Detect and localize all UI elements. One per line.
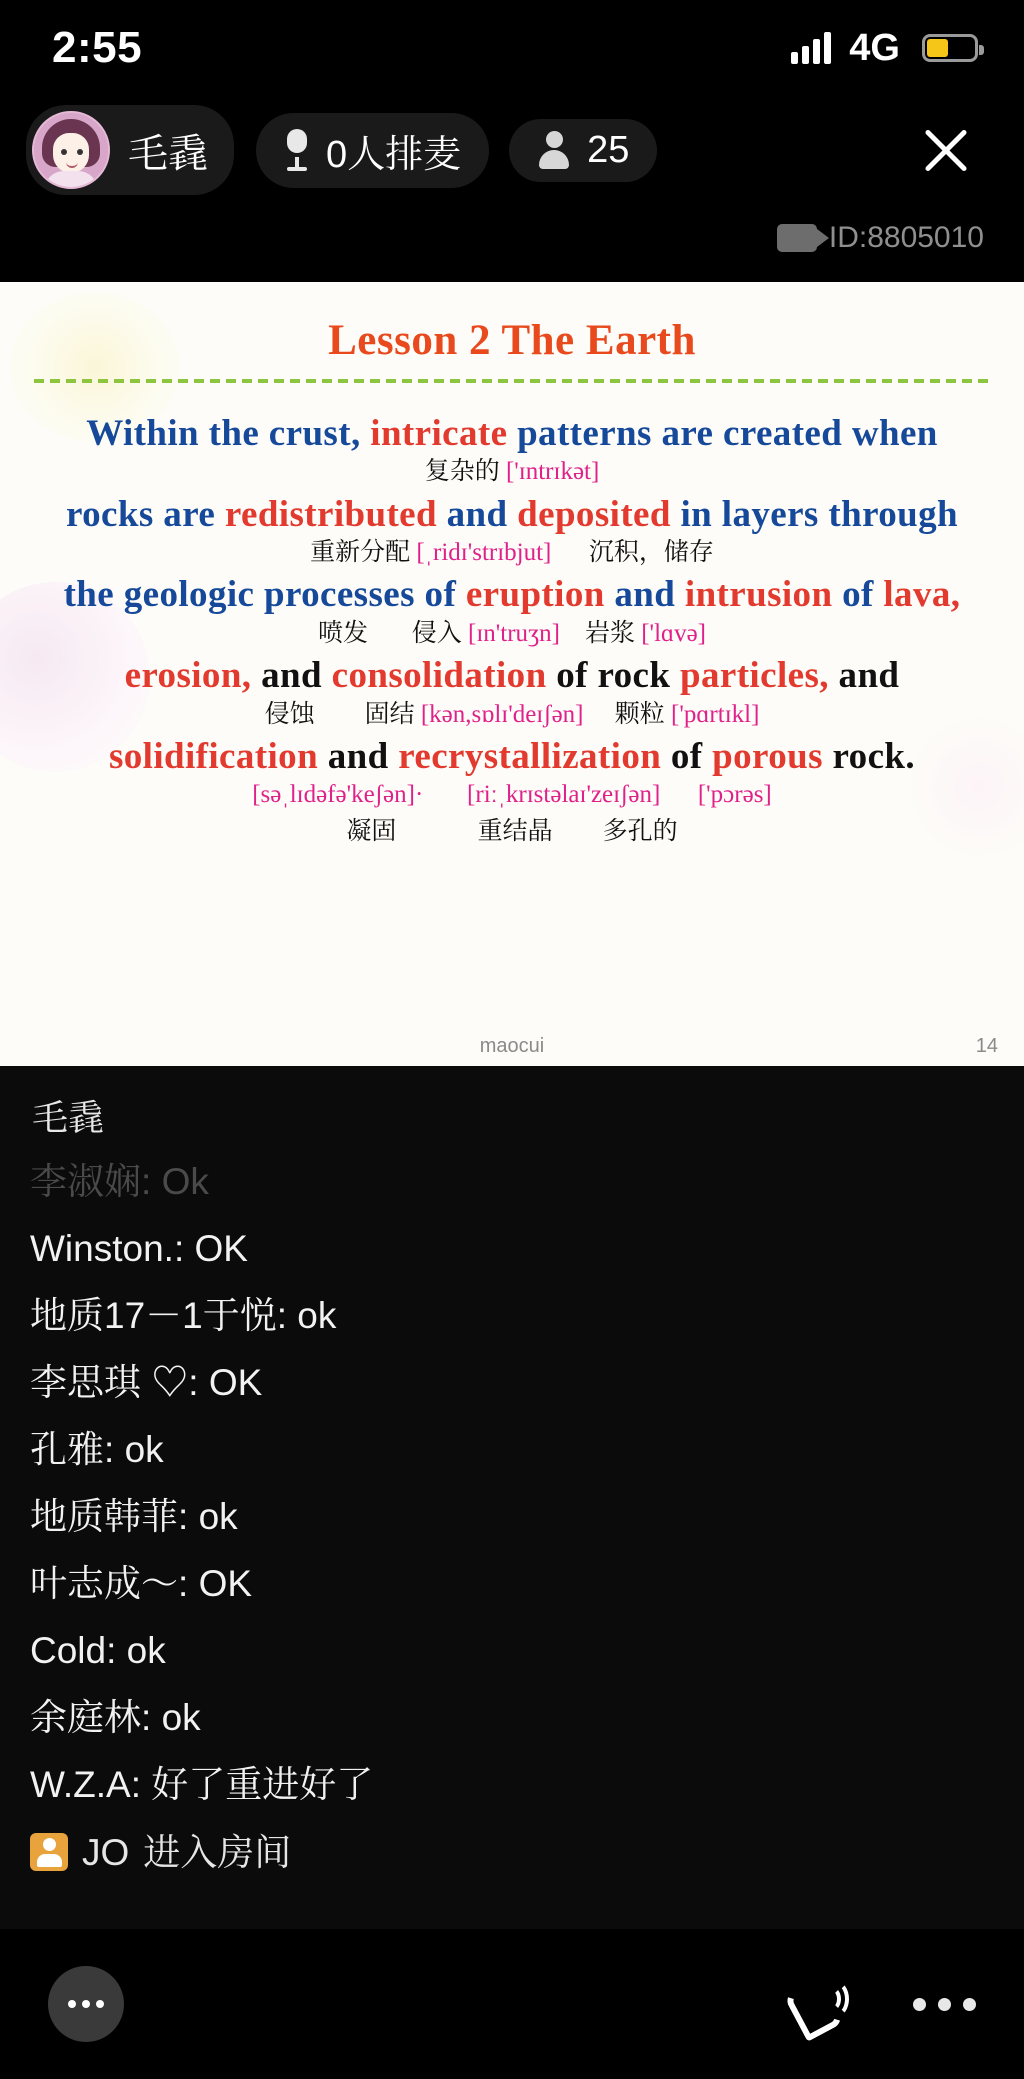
lesson-slide[interactable] (0, 282, 1024, 1066)
person-icon (537, 129, 571, 171)
slide-gloss: 凝固 重结晶 多孔的 (346, 818, 678, 846)
host-chip[interactable] (26, 105, 234, 195)
slide-gloss: 侵蚀 固结 [kən,sɒlɪ'deɪʃən] 颗粒 ['pɑrtɪkl] (264, 700, 760, 728)
raise-hand-phone-icon[interactable] (785, 1975, 843, 2033)
slide-line: rocks are redistributed and deposited in layers through (66, 493, 958, 535)
title-divider (34, 379, 990, 383)
chat-bubble-icon[interactable] (48, 1966, 124, 2042)
slide-gloss: 喷发 侵入 [ɪn'truʒn] 岩浆 ['lɑvə] (317, 619, 707, 647)
slide-watermark: maocui (479, 1035, 545, 1057)
slide-line: Within the crust, intricate patterns are created when (86, 413, 938, 454)
slide-page-number: 14 (975, 1035, 998, 1057)
list-item: JO 进入房间 (30, 1833, 994, 1871)
mic-queue-label: 0人排麦 (326, 133, 462, 176)
avatar-icon (32, 111, 110, 189)
list-item: 地质17－1于悦: ok (30, 1295, 337, 1336)
mic-queue-button[interactable] (256, 113, 489, 188)
room-id-label: ID:8805010 (828, 221, 984, 254)
chat-owner-name: 毛毳 (32, 1097, 105, 1138)
list-item: 李思琪 ♡: OK (30, 1362, 263, 1403)
list-item: W.Z.A: 好了重进好了 (30, 1764, 374, 1805)
camera-icon (777, 224, 817, 252)
bottom-toolbar (0, 1929, 1024, 2079)
list-item: 叶志成～: OK (30, 1563, 253, 1604)
room-id-row (0, 204, 1024, 282)
list-item: Cold: ok (30, 1630, 166, 1671)
more-options-icon[interactable] (913, 1998, 976, 2011)
slide-gloss: 复杂的 ['ɪntrɪkət] (424, 458, 600, 486)
status-bar (0, 0, 1024, 96)
microphone-icon (284, 129, 310, 171)
slide-title: Lesson 2 The Earth (328, 317, 696, 364)
list-item: Winston.: OK (30, 1228, 248, 1269)
slide-line: solidification and recrystallization of porous rock. (108, 735, 916, 777)
status-time: 2:55 (52, 23, 143, 72)
network-type-label: 4G (849, 26, 900, 69)
list-item: 孔雅: ok (30, 1429, 164, 1470)
room-header (0, 96, 1024, 204)
audience-count-label: 25 (587, 128, 630, 171)
join-badge-icon (30, 1833, 68, 1871)
slide-gloss: [səˌlɪdəfə'keʃən]· [riːˌkrɪstəlaɪ'zeɪʃən] ['pɔrəs] (252, 781, 772, 809)
slide-body (34, 413, 990, 848)
battery-icon (922, 34, 978, 62)
audience-count-button[interactable] (509, 119, 657, 182)
chat-panel[interactable] (0, 1066, 1024, 1929)
status-indicators (791, 27, 978, 70)
close-icon[interactable] (914, 118, 978, 182)
slide-line: the geologic processes of eruption and intrusion of lava, (63, 574, 961, 616)
list-item: 李淑娴: Ok (30, 1161, 209, 1202)
slide-line: erosion, and consolidation of rock particles, and (124, 655, 900, 697)
slide-gloss: 重新分配 [ˌridɪ'strɪbjut] 沉积，储存 (310, 539, 714, 567)
host-name: 毛毳 (128, 131, 208, 176)
list-item: 余庭林: ok (30, 1697, 201, 1738)
signal-bars-icon (791, 32, 831, 64)
slide-footer (0, 1035, 1024, 1058)
list-item: 地质韩菲: ok (30, 1496, 238, 1537)
